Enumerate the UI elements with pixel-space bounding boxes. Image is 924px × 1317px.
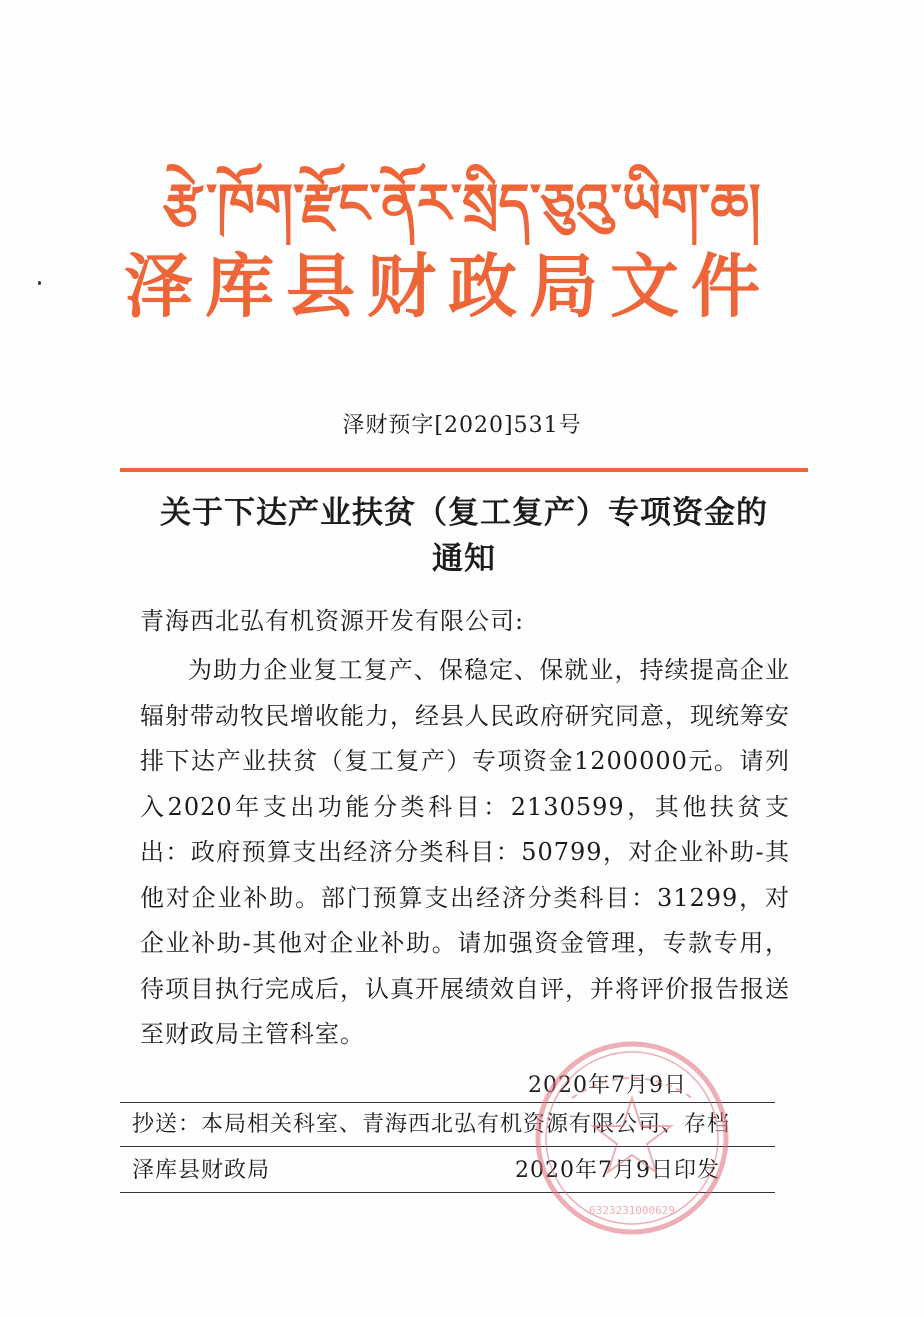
signature-date: 2020年7月9日 — [528, 1073, 687, 1098]
footer-middle-rule — [120, 1146, 775, 1147]
issue-date: 2020年7月9日印发 — [515, 1158, 720, 1183]
footer-top-rule — [120, 1102, 775, 1103]
red-divider — [120, 468, 808, 472]
footer-bottom-rule — [120, 1192, 775, 1193]
notice-title-line-2: 通知 — [432, 541, 496, 577]
notice-title-line-1: 关于下达产业扶贫（复工复产）专项资金的 — [160, 495, 768, 531]
seal-serial: 6323231000629 — [588, 1204, 676, 1217]
body-text: 为助力企业复工复产、保稳定、保就业，持续提高企业辐射带动牧民增收能力，经县人民政府研究同意，现统筹安排下达产业扶贫（复工复产）专项资金1200000元。请列入2020年支出功能分类科目：2130599，其他扶贫支出：政府预算支出经济分类科目：50799，对企业补助-其他对企业补助。部门预算支出经济分类科目：31299，对企业补助-其他对企业补助。请加强资金管理，专款专用，待项目执行完成后，认真开展绩效自评，并将评价报告报送至财政局主管科室。 — [140, 656, 790, 1048]
document-number: 泽财预字[2020]531号 — [342, 413, 582, 438]
scan-speck — [38, 281, 41, 285]
issuer: 泽库县财政局 — [132, 1158, 271, 1183]
notice-title — [120, 490, 808, 582]
masthead-title: 泽库县财政局文件 — [124, 247, 772, 327]
addressee: 青海西北弘有机资源开发有限公司: — [140, 607, 525, 635]
tibetan-masthead: རྩེ་ཁོག་རྫོང་ནོར་སྲིད་ཅུའུ་ཡིག་ཆ། — [163, 172, 761, 235]
body-paragraph — [140, 648, 790, 1058]
cc-line: 抄送：本局相关科室、青海西北弘有机资源有限公司、存档 — [132, 1112, 731, 1137]
